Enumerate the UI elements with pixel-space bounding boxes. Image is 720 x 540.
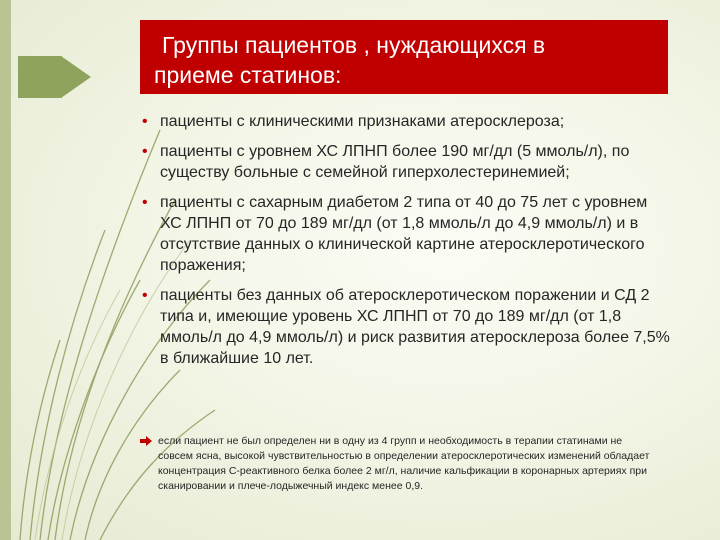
slide-title-line-1: Группы пациентов , нуждающихся в (162, 32, 546, 58)
arrow-right-icon (140, 436, 152, 446)
list-item (140, 141, 670, 183)
list-item (140, 111, 670, 132)
patient-groups-list (140, 111, 670, 378)
bullet-icon: • (142, 194, 148, 211)
footnote-text: если пациент не был определен ни в одну из 4 групп и необходимость в терапии статинами не совсем ясна, высокой чувствительностью в определении атеросклеротических изменений обладает концентрация С-реактивного белка более 2 мг/л, наличие кальфикации в коронарных артериях при сканировании и плече-лодыжечный индекс менее 0,9. (158, 435, 650, 492)
list-item-text: пациенты без данных об атеросклеротическом поражении и СД 2 типа и, имеющие уровень ХС ЛПНП от 70 до 189 мг/дл (от 1,8 ммоль/л до 4,9 ммоль/л) и риск развития атеросклероза более 7,5% в ближайшие 10 лет. (160, 287, 670, 367)
list-item-text: пациенты с уровнем ХС ЛПНП более 190 мг/дл (5 ммоль/л), по существу больные с семейной гиперхолестеринемией; (160, 143, 630, 181)
bullet-icon: • (142, 143, 148, 160)
left-accent-band (0, 0, 11, 540)
list-item-text: пациенты с клиническими признаками атеросклероза; (160, 113, 565, 130)
title-arrow-base (18, 56, 62, 98)
list-item (140, 192, 670, 276)
title-arrow-icon (61, 56, 91, 98)
list-item-text: пациенты с сахарным диабетом 2 типа от 40 до 75 лет с уровнем ХС ЛПНП от 70 до 189 мг/дл (от 1,8 ммоль/л до 4,9 ммоль/л) и в отсутствие данных о клинической картине атеросклеротического поражения; (160, 194, 648, 274)
slide-title (140, 20, 668, 94)
bullet-icon: • (142, 287, 148, 304)
slide-title-line-2: приеме статинов: (154, 62, 342, 88)
bullet-icon: • (142, 113, 148, 130)
list-item (140, 285, 670, 369)
footnote (140, 434, 660, 494)
